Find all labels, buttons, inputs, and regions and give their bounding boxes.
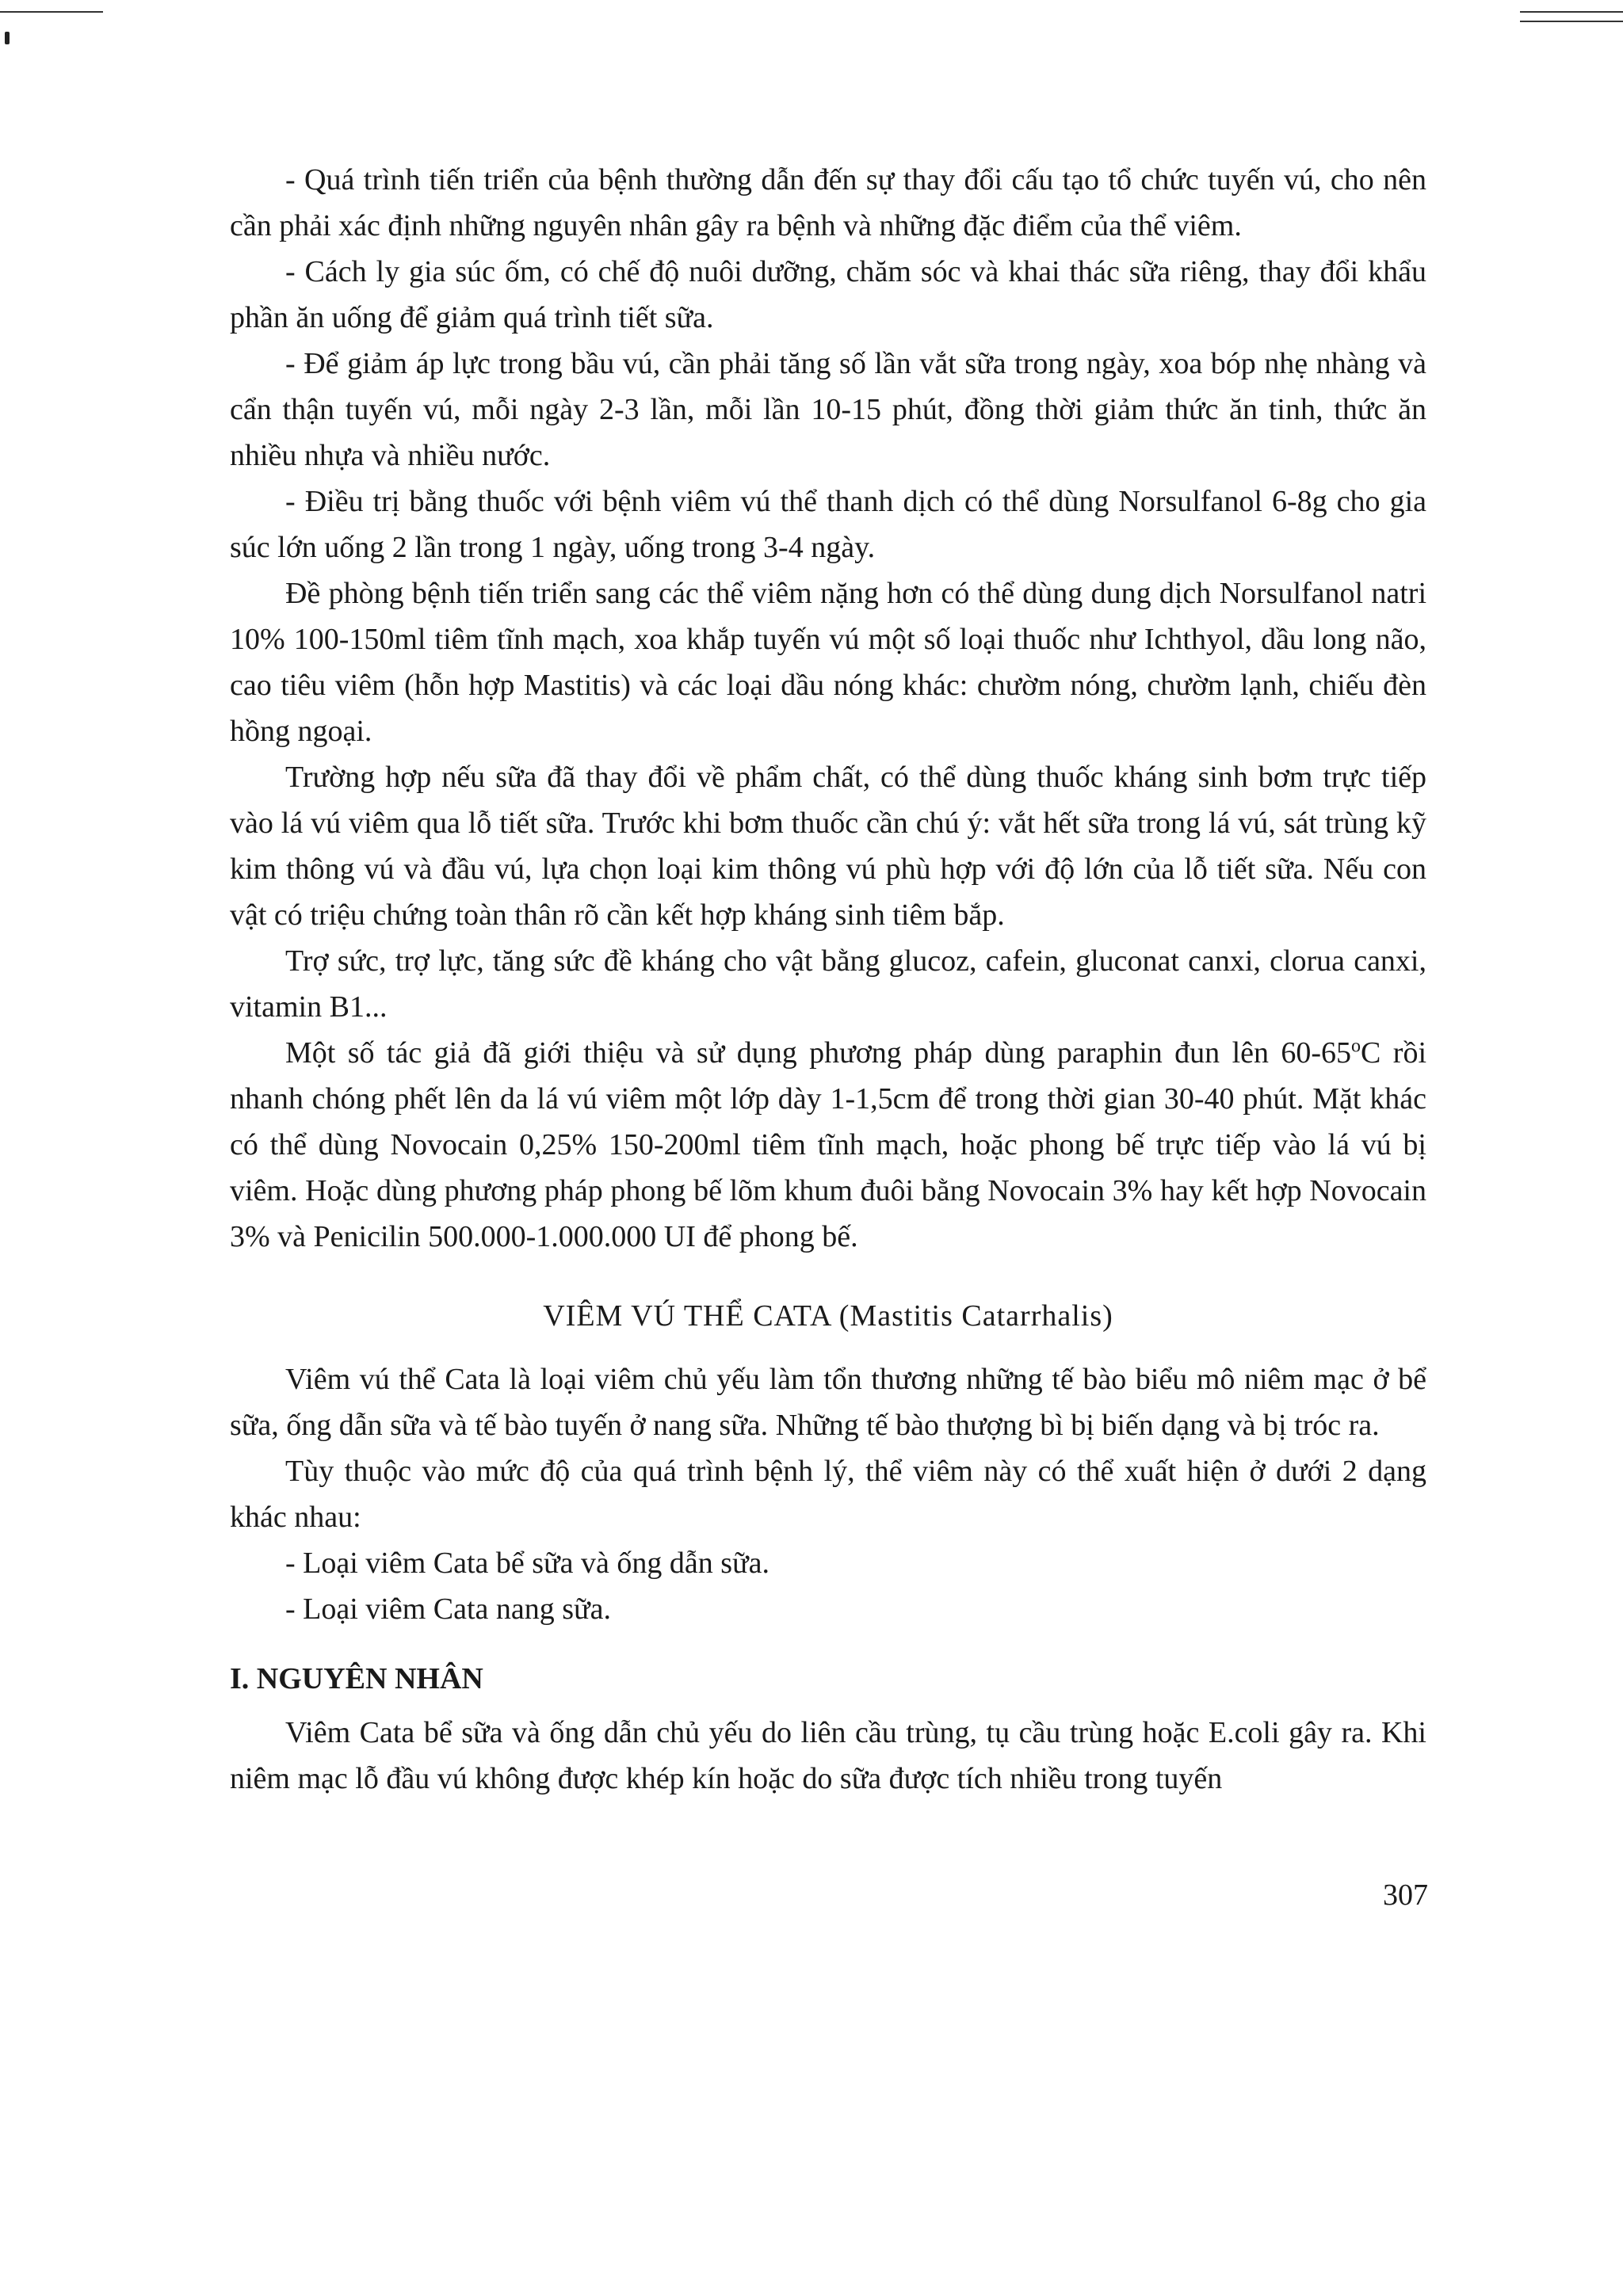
paraffin-text-start: Một số tác giả đã giới thiệu và sử dụng phương pháp dùng paraphin đun lên 60-65 [285,1036,1352,1070]
section-paragraph-1: Viêm vú thể Cata là loại viêm chủ yếu làm tổn thương những tế bào biểu mô niêm mạc ở bể sữa, ống dẫn sữa và tế bào tuyến ở nang sữa. Những tế bào thượng bì bị biến dạng và bị tróc ra. [230,1363,1426,1442]
paraffin-text-end: C rồi nhanh chóng phết lên da lá vú viêm một lớp dày 1-1,5cm để trong thời gian 30-40 phút. Mặt khác có thể dùng Novocain 0,25% 150-200ml tiêm tĩnh mạch, hoặc phong bế trực tiếp vào lá vú bị viêm. Hoặc dùng phương pháp phong bế lõm khum đuôi bằng Novocain 3% hay kết hợp Novocain 3% và Penicilin 500.000-1.000.000 UI để phong bế. [230,1036,1426,1253]
paragraph-paraffin [230,1030,1426,1260]
cause-paragraph: Viêm Cata bể sữa và ống dẫn chủ yếu do liên cầu trùng, tụ cầu trùng hoặc E.coli gây ra. Khi niêm mạc lỗ đầu vú không được khép kín hoặc do sữa được tích nhiều trong tuyến [230,1716,1426,1795]
top-right-rule-second [1520,21,1623,22]
section-paragraph-2: Tùy thuộc vào mức độ của quá trình bệnh lý, thể viêm này có thể xuất hiện ở dưới 2 dạng khác nhau: [230,1455,1426,1534]
paragraph-3: - Để giảm áp lực trong bầu vú, cần phải tăng số lần vắt sữa trong ngày, xoa bóp nhẹ nhàng và cẩn thận tuyến vú, mỗi ngày 2-3 lần, mỗi lần 10-15 phút, đồng thời giảm thức ăn tinh, thức ăn nhiều nhựa và nhiều nước. [230,347,1426,472]
body-text [230,157,1426,1802]
page-number: 307 [1383,1878,1428,1912]
top-right-rule [1520,11,1623,13]
section-title: VIÊM VÚ THỂ CATA (Mastitis Catarrhalis) [543,1299,1113,1333]
list-item: - Loại viêm Cata nang sữa. [285,1592,612,1626]
paragraph-7: Trợ sức, trợ lực, tăng sức đề kháng cho vật bằng glucoz, cafein, gluconat canxi, clorua canxi, vitamin B1... [230,944,1426,1024]
scan-mark [5,32,10,44]
paragraph-6: Trường hợp nếu sữa đã thay đổi về phẩm chất, có thể dùng thuốc kháng sinh bơm trực tiếp vào lá vú viêm qua lỗ tiết sữa. Trước khi bơm thuốc cần chú ý: vắt hết sữa trong lá vú, sát trùng kỹ kim thông vú và đầu vú, lựa chọn loại kim thông vú phù hợp với độ lớn của lỗ tiết sữa. Nếu con vật có triệu chứng toàn thân rõ cần kết hợp kháng sinh tiêm bắp. [230,761,1426,932]
paragraph-5: Đề phòng bệnh tiến triển sang các thể viêm nặng hơn có thể dùng dung dịch Norsulfanol natri 10% 100-150ml tiêm tĩnh mạch, xoa khắp tuyến vú một số loại thuốc như Ichthyol, dầu long não, cao tiêu viêm (hỗn hợp Mastitis) và các loại dầu nóng khác: chườm nóng, chườm lạnh, chiếu đèn hồng ngoại. [230,577,1426,748]
paragraph-1: - Quá trình tiến triển của bệnh thường dẫn đến sự thay đổi cấu tạo tổ chức tuyến vú, cho nên cần phải xác định những nguyên nhân gây ra bệnh và những đặc điểm của thể viêm. [230,163,1426,242]
top-left-rule [0,11,103,13]
list-item: - Loại viêm Cata bể sữa và ống dẫn sữa. [285,1547,770,1580]
paragraph-4: - Điều trị bằng thuốc với bệnh viêm vú thể thanh dịch có thể dùng Norsulfanol 6-8g cho gia súc lớn uống 2 lần trong 1 ngày, uống trong 3-4 ngày. [230,485,1426,564]
paragraph-2: - Cách ly gia súc ốm, có chế độ nuôi dưỡng, chăm sóc và khai thác sữa riêng, thay đổi khẩu phần ăn uống để giảm quá trình tiết sữa. [230,255,1426,334]
subsection-heading: I. NGUYÊN NHÂN [230,1662,483,1695]
degree-superscript: o [1351,1035,1361,1057]
